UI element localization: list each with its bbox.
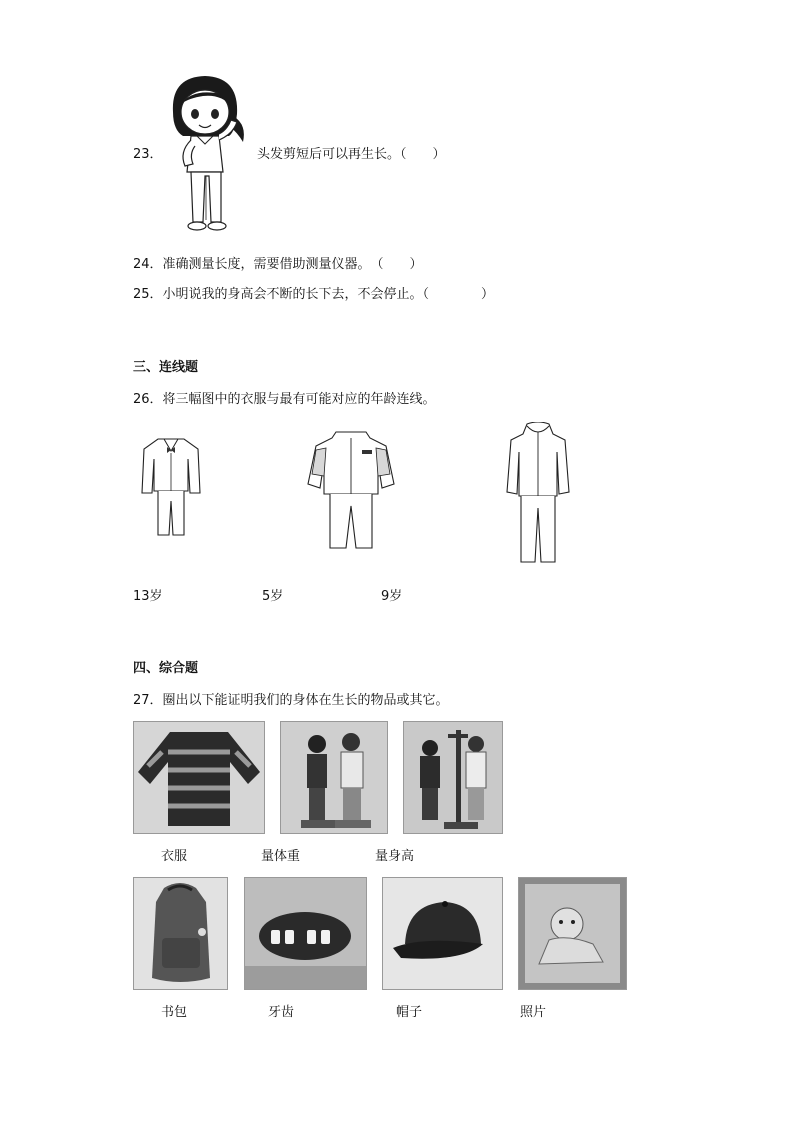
- item-label-backpack: 书包: [161, 1005, 188, 1020]
- sweater-photo: [133, 721, 265, 834]
- item-label-clothes: 衣服: [161, 849, 188, 864]
- item-label-weight: 量体重: [261, 849, 301, 864]
- baby-photo: [518, 877, 627, 990]
- q26-text: 26．将三幅图中的衣服与最有可能对应的年龄连线。: [133, 392, 436, 407]
- height-measuring-photo: [403, 721, 503, 834]
- age-label-1: 13岁: [133, 589, 163, 604]
- q23-text: 头发剪短后可以再生长。（ ）: [257, 147, 446, 162]
- item-label-height: 量身高: [375, 849, 415, 864]
- girl-cartoon-icon: [163, 72, 253, 237]
- cap-photo: [382, 877, 503, 990]
- hoodie-clothing-icon: [505, 422, 571, 566]
- q27-text: 27．圈出以下能证明我们的身体在生长的物品或其它。: [133, 693, 449, 708]
- section-3-title: 三、连线题: [133, 360, 199, 375]
- q25-text: 25．小明说我的身高会不断的长下去，不会停止。（ ）: [133, 287, 495, 302]
- age-label-3: 9岁: [381, 589, 403, 604]
- section-4-title: 四、综合题: [133, 661, 199, 676]
- age-label-2: 5岁: [262, 589, 284, 604]
- q23-number: 23．: [133, 147, 163, 162]
- weighing-photo: [280, 721, 388, 834]
- item-label-teeth: 牙齿: [268, 1005, 295, 1020]
- q24-text: 24．准确测量长度，需要借助测量仪器。 （ ）: [133, 257, 423, 272]
- teeth-photo: [244, 877, 367, 990]
- item-label-cap: 帽子: [396, 1005, 423, 1020]
- item-label-photo: 照片: [520, 1005, 547, 1020]
- jacket-clothing-icon: [306, 428, 396, 554]
- backpack-photo: [133, 877, 228, 990]
- suit-clothing-icon: [140, 435, 202, 540]
